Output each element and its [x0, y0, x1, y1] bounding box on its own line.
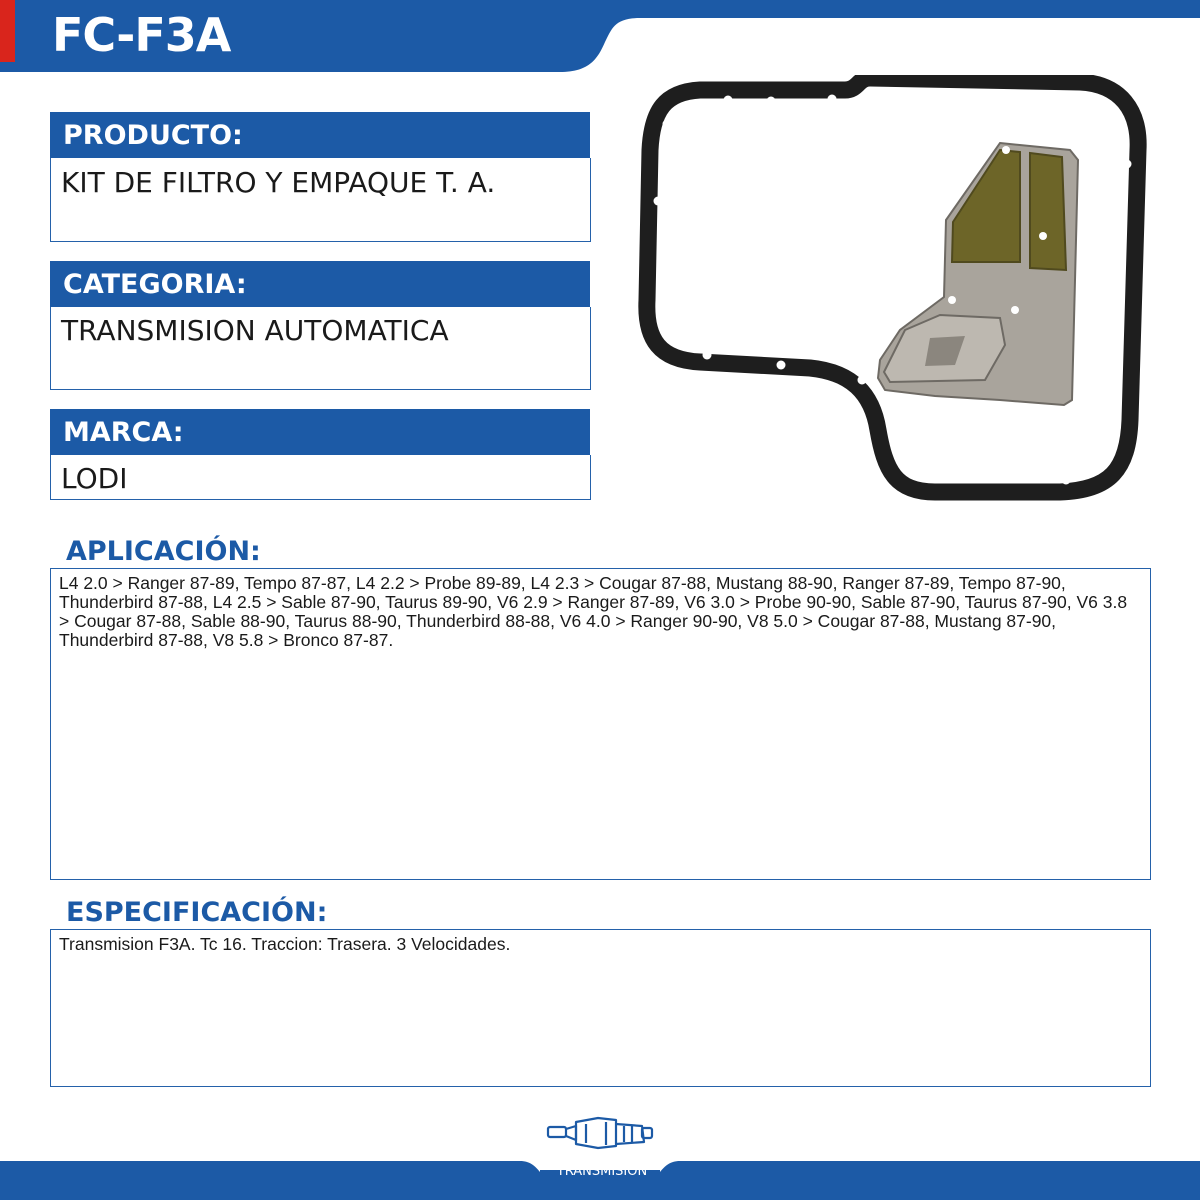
producto-label: PRODUCTO:: [50, 112, 590, 158]
producto-value: KIT DE FILTRO Y EMPAQUE T. A.: [50, 158, 591, 242]
aplicacion-text: L4 2.0 > Ranger 87-89, Tempo 87-87, L4 2.2 > Probe 89-89, L4 2.3 > Cougar 87-88, Mustang 88-90, Ranger 87-89, Tempo 87-90, Thunderbird 87-88, L4 2.5 > Sable 87-90, Taurus 89-90, V6 2.9 > Ranger 87-89, V6 3.0 > Probe 90-90, Sable 87-90, Taurus 87-90, V6 3.8 > Cougar 87-88, Sable 88-90, Taurus 88-90, Thunderbird 88-88, V6 4.0 > Ranger 90-90, V8 5.0 > Cougar 87-88, Mustang 87-90, Thunderbird 87-88, V8 5.8 > Bronco 87-87.: [50, 568, 1151, 880]
footer-category-label: TRANSMISION: [556, 1164, 648, 1179]
accent-stripe: [0, 0, 15, 62]
especificacion-text: Transmision F3A. Tc 16. Traccion: Trasera. 3 Velocidades.: [50, 929, 1151, 1087]
transmission-icon: [546, 1114, 658, 1152]
gasket-and-filter-photo: [635, 75, 1155, 505]
product-sku: FC-F3A: [52, 8, 231, 62]
aplicacion-title: APLICACIÓN:: [66, 536, 261, 567]
filter-screen-right: [1030, 153, 1066, 270]
especificacion-title: ESPECIFICACIÓN:: [66, 897, 328, 928]
categoria-value: TRANSMISION AUTOMATICA: [50, 307, 591, 390]
categoria-label: CATEGORIA:: [50, 261, 590, 307]
marca-label: MARCA:: [50, 409, 590, 455]
marca-value: LODI: [50, 455, 591, 500]
